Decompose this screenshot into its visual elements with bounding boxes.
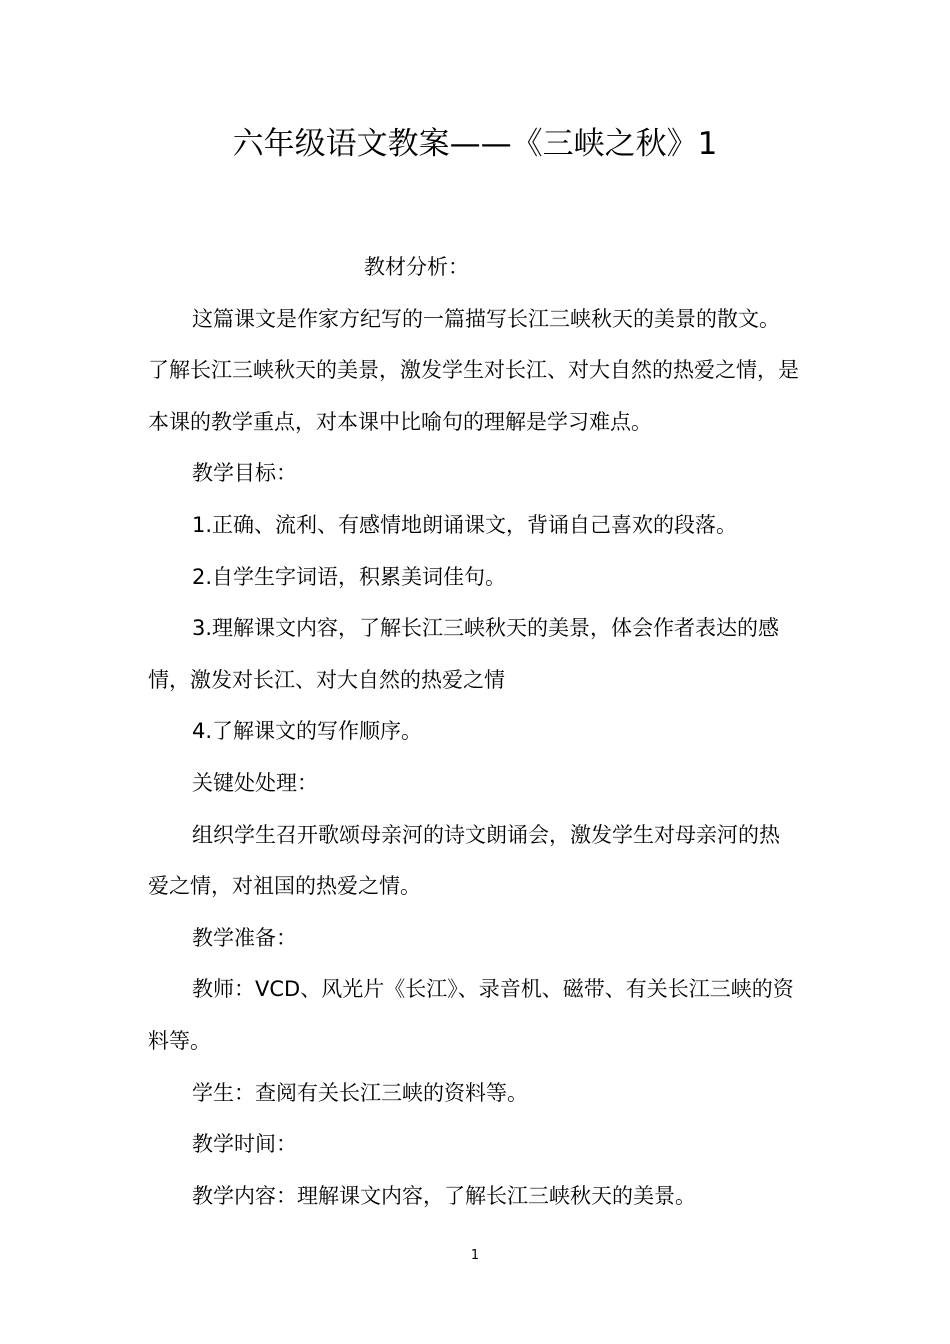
section-heading-preparation: 教学准备： bbox=[192, 925, 297, 950]
paragraph-key-handling: 组织学生召开歌颂母亲河的诗文朗诵会，激发学生对母亲河的热爱之情，对祖国的热爱之情。 bbox=[148, 822, 780, 899]
goal-item-3: 3.理解课文内容，了解长江三峡秋天的美景，体会作者表达的感情，激发对长江、对大自然的热爱之情 bbox=[148, 616, 780, 692]
paragraph-teacher-preparation: 教师：VCD、风光片《长江》、录音机、磁带、有关长江三峡的资料等。 bbox=[148, 977, 794, 1053]
paragraph-student-preparation: 学生：查阅有关长江三峡的资料等。 bbox=[192, 1080, 528, 1105]
paragraph-textbook-analysis: 这篇课文是作家方纪写的一篇描写长江三峡秋天的美景的散文。了解长江三峡秋天的美景，激发学生对长江、对大自然的热爱之情，是本课的教学重点，对本课中比喻句的理解是学习难点。 bbox=[148, 306, 799, 434]
goal-item-1: 1.正确、流利、有感情地朗诵课文，背诵自己喜欢的段落。 bbox=[192, 512, 738, 537]
document-body bbox=[148, 242, 800, 1222]
section-heading-teaching-time: 教学时间： bbox=[192, 1132, 297, 1157]
document-title: 六年级语文教案——《三峡之秋》1 bbox=[232, 126, 718, 162]
goal-item-2: 2.自学生字词语，积累美词佳句。 bbox=[192, 564, 507, 589]
page-number: 1 bbox=[470, 1248, 480, 1263]
paragraph-teaching-content: 教学内容：理解课文内容，了解长江三峡秋天的美景。 bbox=[192, 1183, 696, 1208]
goal-item-4: 4.了解课文的写作顺序。 bbox=[192, 719, 423, 744]
section-heading-teaching-goals: 教学目标： bbox=[192, 461, 297, 486]
section-heading-textbook-analysis: 教材分析： bbox=[364, 255, 469, 279]
section-heading-key-handling: 关键处处理： bbox=[192, 770, 318, 795]
